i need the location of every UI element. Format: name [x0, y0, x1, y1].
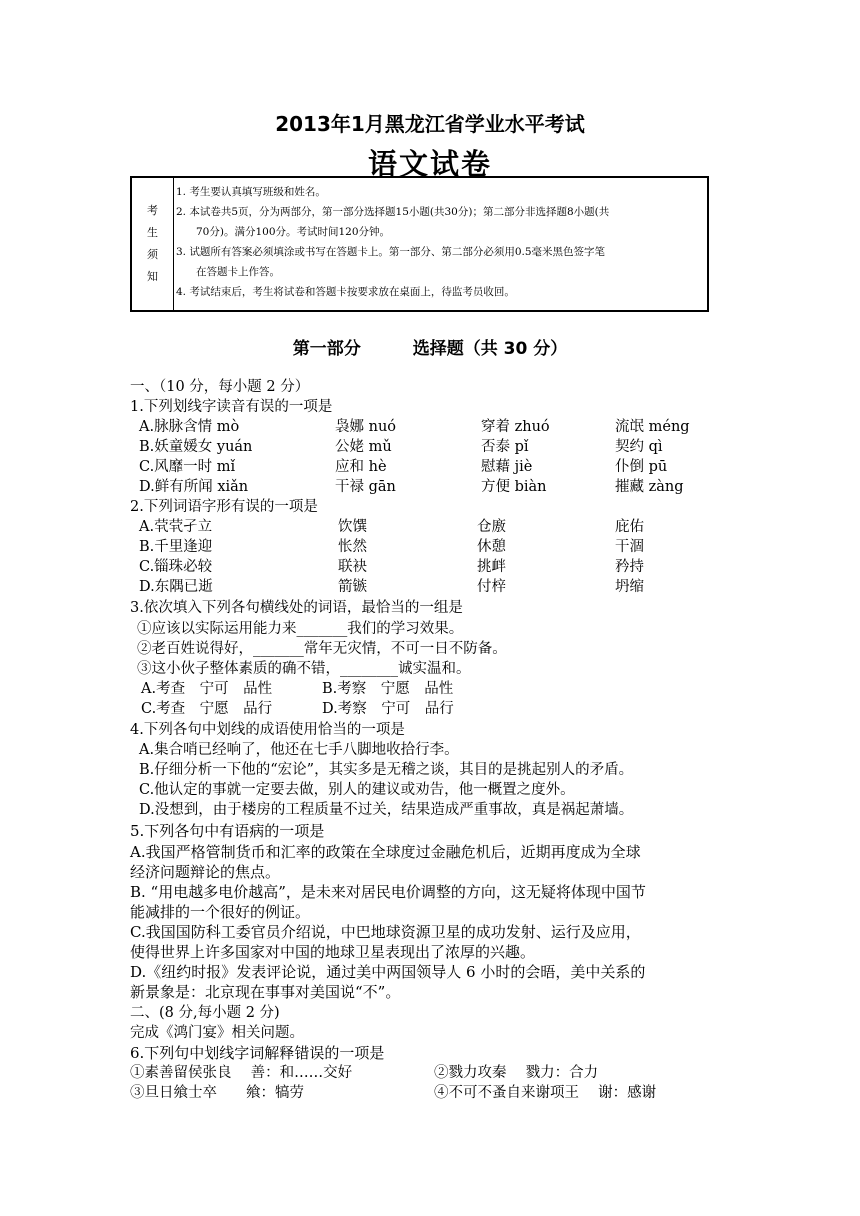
- question-2-stem: 2.下列词语字形有误的一项是: [130, 499, 318, 515]
- q2-option: 干涸: [615, 539, 644, 555]
- q3-option: A.考查 宁可 品性: [141, 681, 273, 697]
- q5-option: 使得世界上许多国家对中国的地球卫星表现出了浓厚的兴趣。: [130, 943, 536, 961]
- q2-option: 箭镞: [338, 579, 367, 595]
- q2-option: A.茕茕孑立: [139, 519, 213, 535]
- question-6-stem: 6.下列句中划线字词解释错误的一项是: [130, 1044, 385, 1062]
- part-one-desc: 选择题（共 30 分）: [412, 339, 568, 359]
- q2-option: 挑衅: [477, 559, 506, 575]
- q1-option: D.鲜有所闻 xiǎn: [139, 479, 249, 495]
- paper-subtitle: 语文试卷: [367, 147, 492, 181]
- q1-option: 袅娜 nuó: [335, 419, 397, 435]
- section-two-heading: 二、(8 分,每小题 2 分): [130, 1005, 280, 1021]
- q4-option: B.仔细分析一下他的“宏论”，其实多是无稽之谈，其目的是挑起别人的矛盾。: [139, 762, 634, 778]
- section-one-heading: 一、（10 分，每小题 2 分）: [130, 379, 310, 395]
- question-5-stem: 5.下列各句中有语病的一项是: [130, 822, 325, 840]
- q6-option: ①素善留侯张良 善：和……交好: [130, 1065, 353, 1081]
- q4-option: A.集合哨已经响了，他还在七手八脚地收拾行李。: [139, 742, 459, 758]
- q5-option: 能减排的一个很好的例证。: [130, 903, 311, 921]
- q5-option: D.《纽约时报》发表评论说，通过美中两国领导人 6 小时的会晤，美中关系的: [130, 963, 646, 981]
- question-4-stem: 4.下列各句中划线的成语使用恰当的一项是: [130, 722, 405, 738]
- q1-option: A.脉脉含情 mò: [139, 419, 240, 435]
- notice-item: 70分)。满分100分。考试时间120分钟。: [196, 226, 391, 238]
- q5-option: 经济问题辩论的焦点。: [130, 863, 281, 881]
- notice-label-char: 考: [147, 204, 158, 217]
- q1-option: C.风靡一时 mǐ: [139, 459, 236, 475]
- q3-sentence: ①应该以实际运用能力来_______我们的学习效果。: [137, 621, 464, 637]
- q1-option: 方便 biàn: [481, 479, 547, 495]
- q1-option: 仆倒 pū: [615, 459, 668, 475]
- q2-option: 饮馔: [338, 519, 367, 535]
- q1-option: 慰藉 jiè: [481, 459, 533, 475]
- q6-option: ④不可不蚤自来谢项王 谢：感谢: [434, 1085, 657, 1101]
- q1-option: 公姥 mǔ: [335, 439, 392, 455]
- part-one-label: 第一部分: [292, 339, 361, 359]
- question-3-stem: 3.依次填入下列各句横线处的词语，最恰当的一组是: [130, 600, 463, 616]
- q1-option: 干禄 gān: [335, 479, 396, 495]
- q2-option: 坍缩: [615, 579, 644, 595]
- q3-option: D.考察 宁可 品行: [322, 701, 454, 717]
- notice-list: [176, 182, 703, 302]
- notice-item: 4. 考试结束后，考生将试卷和答题卡按要求放在桌面上，待监考员收回。: [176, 286, 515, 298]
- q5-option: A.我国严格管制货币和汇率的政策在全球度过金融危机后，近期再度成为全球: [130, 843, 641, 861]
- q2-option: 怅然: [338, 539, 367, 555]
- q5-option: B. “用电越多电价越高”，是未来对居民电价调整的方向，这无疑将体现中国节: [130, 883, 646, 901]
- notice-label-char: 知: [147, 270, 158, 283]
- section-two-intro: 完成《鸿门宴》相关问题。: [130, 1025, 304, 1041]
- notice-box: [130, 176, 709, 312]
- q2-option: 休憩: [477, 539, 506, 555]
- q1-option: 否泰 pǐ: [481, 439, 529, 455]
- q4-option: C.他认定的事就一定要去做，别人的建议或劝告，他一概置之度外。: [139, 782, 575, 798]
- q1-option: 应和 hè: [335, 459, 387, 475]
- q1-option: 契约 qì: [615, 439, 663, 455]
- part-one-title: [0, 334, 860, 359]
- notice-label-char: 生: [147, 226, 158, 239]
- q2-option: D.东隅已逝: [139, 579, 213, 595]
- q6-option: ③旦日飨士卒 飨：犒劳: [130, 1085, 304, 1101]
- q2-option: 联袂: [338, 559, 367, 575]
- q5-option: C.我国国防科工委官员介绍说，中巴地球资源卫星的成功发射、运行及应用，: [130, 923, 641, 941]
- q1-option: 流氓 méng: [615, 419, 690, 435]
- q2-option: 仓廒: [477, 519, 506, 535]
- q2-option: B.千里逢迎: [139, 539, 213, 555]
- q3-sentence: ③这小伙子整体素质的确不错，________诚实温和。: [137, 661, 471, 677]
- q2-option: 付梓: [477, 579, 506, 595]
- q5-option: 新景象是：北京现在事事对美国说“不”。: [130, 983, 401, 1001]
- q2-option: 庇佑: [615, 519, 644, 535]
- exam-title: 2013年1月黑龙江省学业水平考试: [275, 112, 585, 136]
- notice-item: 3. 试题所有答案必须填涂或书写在答题卡上。第一部分、第二部分必须用0.5毫米黑色签字笔: [176, 246, 606, 258]
- q4-option: D.没想到，由于楼房的工程质量不过关，结果造成严重事故，真是祸起萧墙。: [139, 802, 634, 818]
- q3-option: C.考查 宁愿 品行: [141, 701, 273, 717]
- q3-sentence: ②老百姓说得好，_______常年无灾情，不可一日不防备。: [137, 641, 507, 657]
- q2-option: 矜持: [615, 559, 644, 575]
- q6-option: ②戮力攻秦 戮力：合力: [434, 1065, 599, 1081]
- notice-item: 1. 考生要认真填写班级和姓名。: [176, 186, 326, 198]
- q3-option: B.考察 宁愿 品性: [322, 681, 454, 697]
- q1-option: B.妖童媛女 yuán: [139, 439, 253, 455]
- q1-option: 穿着 zhuó: [481, 419, 550, 435]
- q1-option: 摧藏 zàng: [615, 479, 684, 495]
- notice-label: [132, 178, 174, 310]
- question-1-stem: 1.下列划线字读音有误的一项是: [130, 399, 333, 415]
- notice-item: 在答题卡上作答。: [196, 266, 280, 278]
- notice-label-char: 须: [147, 248, 158, 261]
- notice-item: 2. 本试卷共5页，分为两部分，第一部分选择题15小题(共30分)；第二部分非选择题8小题(共: [176, 206, 610, 218]
- q2-option: C.锱珠必较: [139, 559, 213, 575]
